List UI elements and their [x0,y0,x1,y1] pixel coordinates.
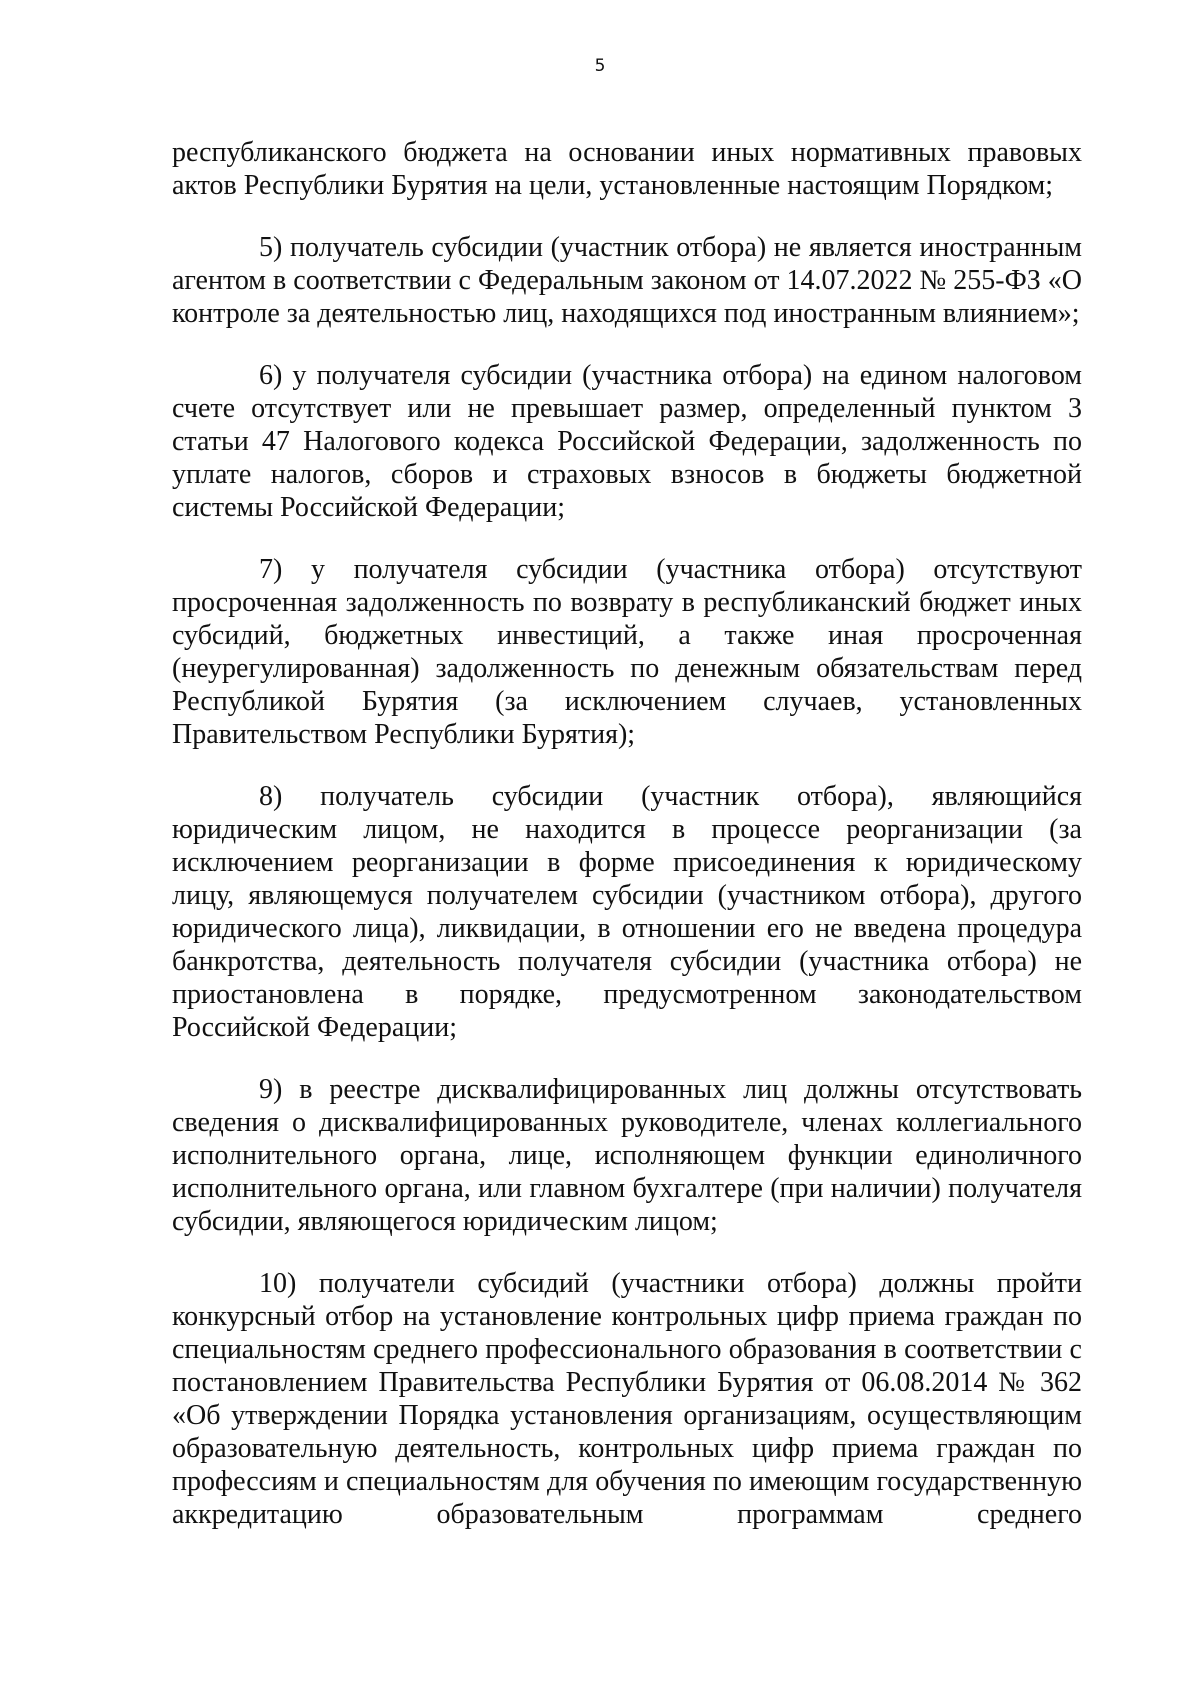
paragraph-item-9: 9) в реестре дисквалифицированных лиц должны отсутствовать сведения о дисквалифицированных руководителе, членах коллегиального исполнительного органа, лице, исполняющем функции единоличного исполнительного органа, или главном бухгалтере (при наличии) получателя субсидии, являющегося юридическим лицом; [172,1074,1082,1237]
page-number: 5 [594,56,606,76]
paragraph-continuation: республиканского бюджета на основании иных нормативных правовых актов Республики Бурятия на цели, установленные настоящим Порядком; [172,137,1082,201]
paragraph-item-6: 6) у получателя субсидии (участника отбора) на едином налоговом счете отсутствует или не превышает размер, определенный пунктом 3 статьи 47 Налогового кодекса Российской Федерации, задолженность по уплате налогов, сборов и страховых взносов в бюджеты бюджетной системы Российской Федерации; [172,360,1082,523]
document-body [172,136,1082,1531]
paragraph-item-7: 7) у получателя субсидии (участника отбора) отсутствуют просроченная задолженность по возврату в республиканский бюджет иных субсидий, бюджетных инвестиций, а также иная просроченная (неурегулированная) задолженность по денежным обязательствам перед Республикой Бурятия (за исключением случаев, установленных Правительством Республики Бурятия); [172,554,1082,750]
paragraph-item-8: 8) получатель субсидии (участник отбора), являющийся юридическим лицом, не находится в процессе реорганизации (за исключением реорганизации в форме присоединения к юридическому лицу, являющемуся получателем субсидии (участником отбора), другого юридического лица), ликвидации, в отношении его не введена процедура банкротства, деятельность получателя субсидии (участника отбора) не приостановлена в порядке, предусмотренном законодательством Российской Федерации; [172,781,1082,1043]
paragraph-item-5: 5) получатель субсидии (участник отбора) не является иностранным агентом в соответствии с Федеральным законом от 14.07.2022 № 255-ФЗ «О контроле за деятельностью лиц, находящихся под иностранным влиянием»; [172,232,1082,329]
paragraph-item-10: 10) получатели субсидий (участники отбора) должны пройти конкурсный отбор на установление контрольных цифр приема граждан по специальностям среднего профессионального образования в соответствии с постановлением Правительства Республики Бурятия от 06.08.2014 № 362 «Об утверждении Порядка установления организациям, осуществляющим образовательную деятельность, контрольных цифр приема граждан по профессиям и специальностям для обучения по имеющим государственную аккредитацию образовательным программам среднего [172,1268,1082,1530]
